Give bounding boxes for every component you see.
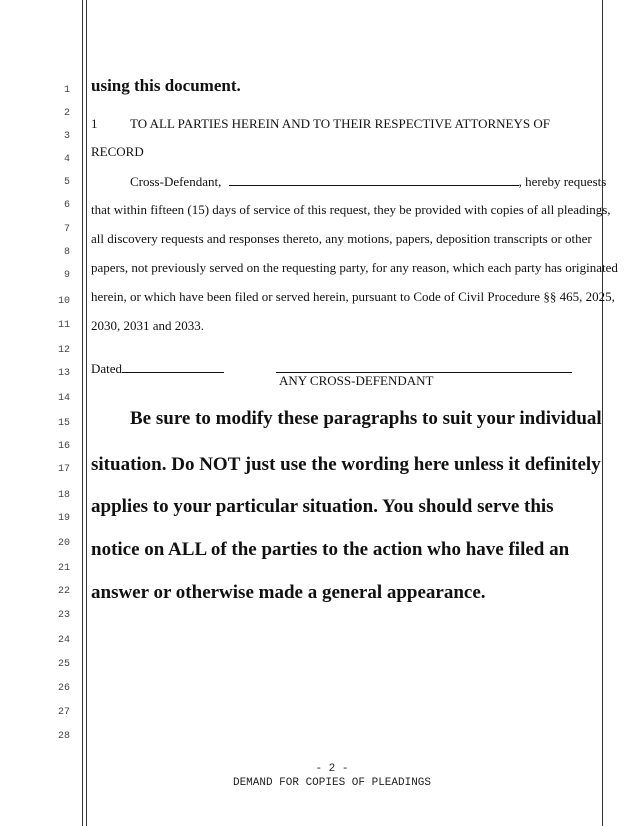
page-number: - 2 - [315, 763, 349, 775]
cross-defendant-line [130, 173, 606, 190]
instruction-line: answer or otherwise made a general appearance. [91, 582, 486, 603]
line-number: 5 [63, 177, 70, 188]
line-number: 9 [63, 270, 70, 281]
right-margin-rule [602, 0, 603, 826]
body-line: that within fifteen (15) days of service of this request, they be provided with copies of all pleadings, [91, 202, 611, 217]
line-number: 16 [57, 441, 70, 452]
line-number: 8 [63, 247, 70, 258]
date-blank[interactable] [122, 360, 224, 373]
paragraph-address-cont: RECORD [91, 144, 144, 159]
line-number: 11 [57, 320, 70, 331]
dated-label: Dated [91, 361, 123, 376]
line-number: 26 [57, 683, 70, 694]
line-number: 14 [57, 393, 70, 404]
body-line: all discovery requests and responses thereto, any motions, papers, deposition transcripts or other [91, 231, 592, 246]
line-number: 2 [63, 108, 70, 119]
footer-title: DEMAND FOR COPIES OF PLEADINGS [232, 777, 432, 789]
instruction-line: Be sure to modify these paragraphs to suit your individual [130, 408, 602, 429]
instruction-line: applies to your particular situation. You should serve this [91, 496, 554, 517]
line-number: 1 [63, 85, 70, 96]
line-number: 4 [63, 154, 70, 165]
body-line: papers, not previously served on the requesting party, for any reason, which each party has originated [91, 260, 618, 275]
instruction-line: situation. Do NOT just use the wording here unless it definitely [91, 454, 601, 475]
body-line: 2030, 2031 and 2033. [91, 318, 205, 333]
instruction-line: notice on ALL of the parties to the action who have filed an [91, 539, 570, 560]
line-number: 28 [57, 731, 70, 742]
line-number: 18 [57, 490, 70, 501]
dated-line [91, 360, 224, 377]
line-number: 3 [63, 131, 70, 142]
signature-caption: ANY CROSS-DEFENDANT [279, 373, 434, 388]
line-number: 22 [57, 586, 70, 597]
line-number: 23 [57, 610, 70, 621]
line-number: 7 [63, 224, 70, 235]
hereby-requests-text: , hereby requests [518, 174, 607, 189]
line-number: 15 [57, 418, 70, 429]
line-number: 12 [57, 345, 70, 356]
line-number: 21 [57, 563, 70, 574]
line-number: 19 [57, 513, 70, 524]
line-number: 6 [63, 200, 70, 211]
line-number: 27 [57, 707, 70, 718]
line-number: 10 [57, 296, 70, 307]
line-number: 24 [57, 635, 70, 646]
paragraph-address: TO ALL PARTIES HEREIN AND TO THEIR RESPECTIVE ATTORNEYS OF [130, 116, 550, 131]
body-line: herein, or which have been filed or served herein, pursuant to Code of Civil Procedure §§ 465, 2025, [91, 289, 615, 304]
paragraph-number: 1 [91, 116, 98, 131]
left-margin-rule-inner [86, 0, 87, 826]
signature-line[interactable] [276, 360, 572, 373]
cross-defendant-label: Cross-Defendant, [130, 174, 222, 189]
page-heading: using this document. [91, 76, 241, 95]
line-number: 17 [57, 464, 70, 475]
left-margin-rule-outer [82, 0, 83, 826]
cross-defendant-name-blank[interactable] [229, 173, 519, 186]
line-number: 25 [57, 659, 70, 670]
line-number: 20 [57, 538, 70, 549]
line-number: 13 [57, 368, 70, 379]
